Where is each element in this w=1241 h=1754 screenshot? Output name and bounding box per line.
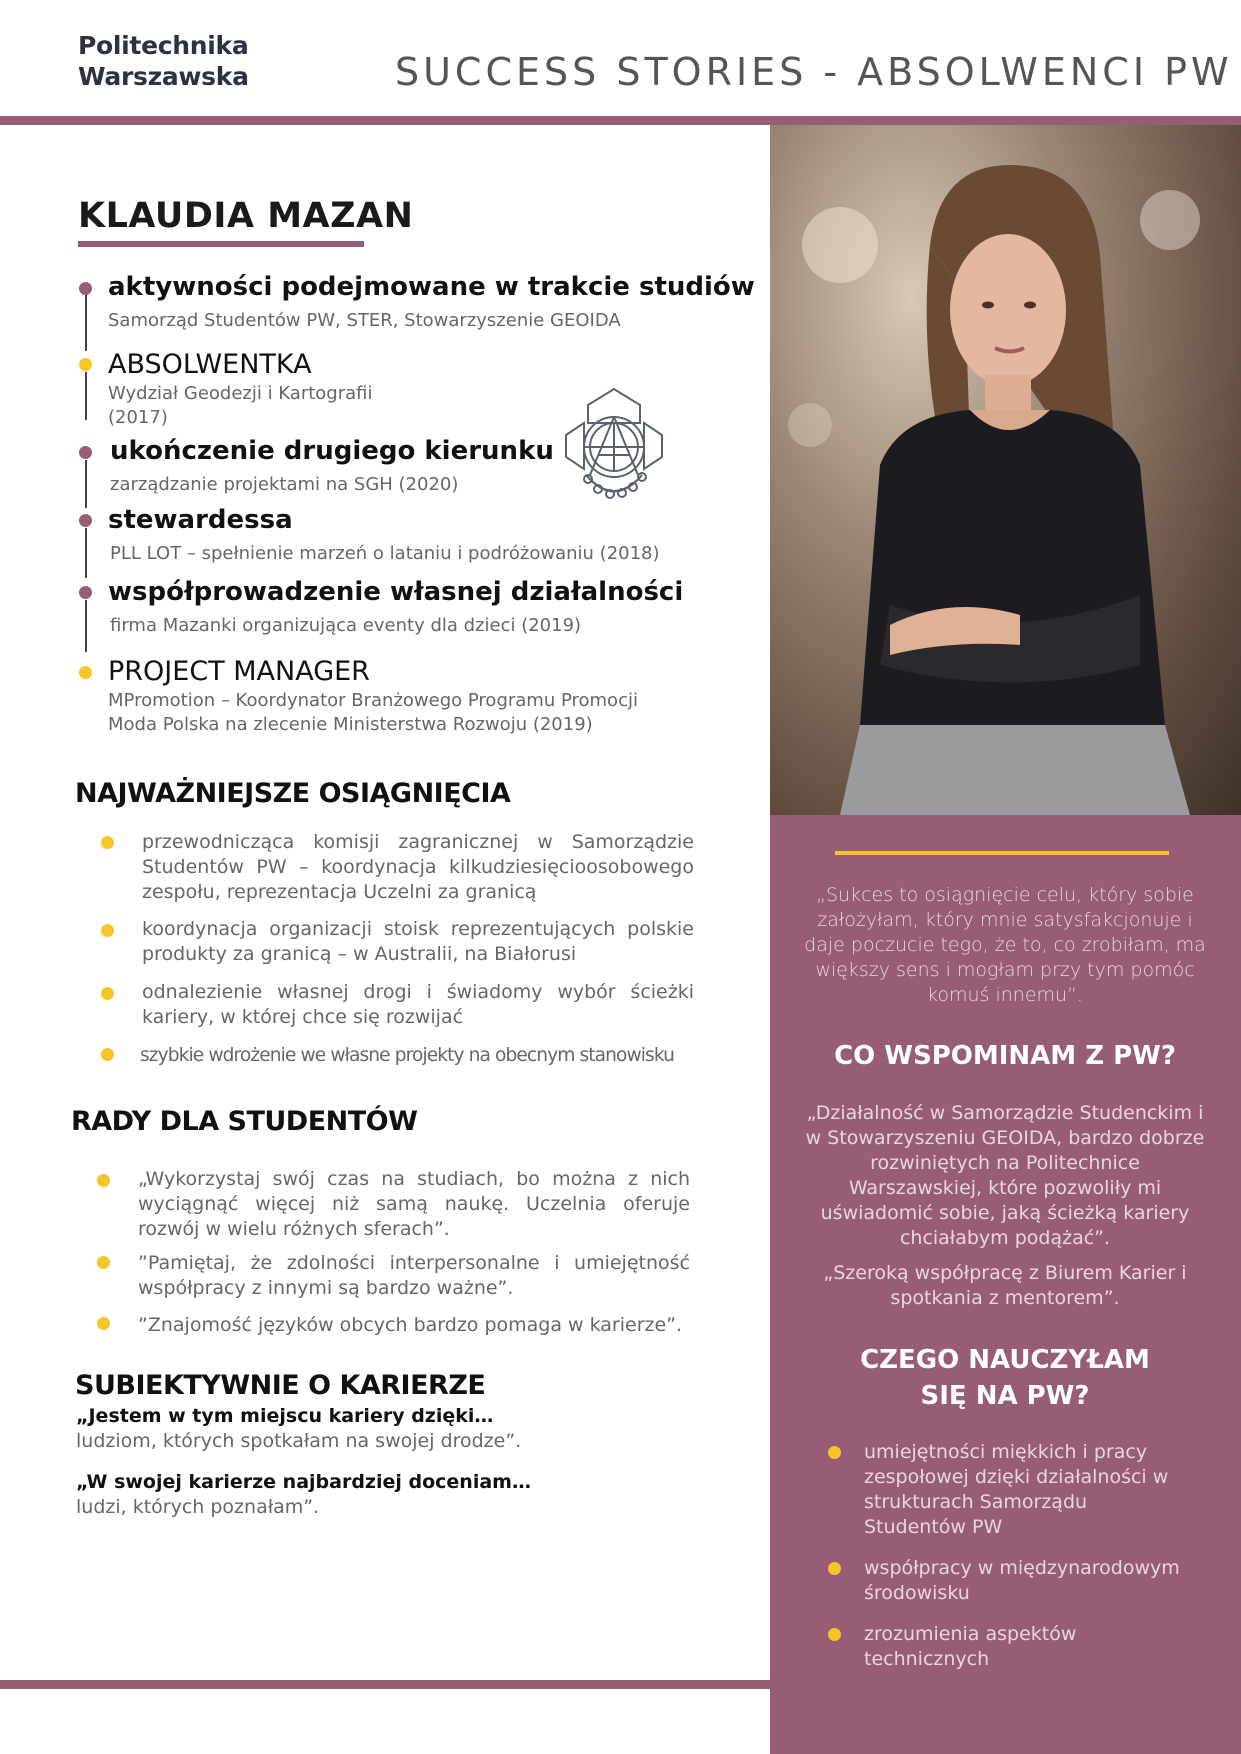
top-divider	[0, 116, 1241, 125]
faculty-emblem-icon	[558, 383, 670, 508]
timeline-connector	[85, 528, 87, 578]
learn-item	[828, 1556, 1188, 1606]
advice-item: ”Pamiętaj, że zdolności interpersonalne i umiejętność współpracy z innymi są bardzo ważne”.	[138, 1252, 690, 1299]
timeline-detail: Moda Polska na zlecenie Ministerstwa Rozwoju (2019)	[108, 714, 593, 735]
bottom-divider	[0, 1680, 770, 1689]
timeline-heading: ukończenie drugiego kierunku	[110, 436, 554, 466]
bullet-dot	[828, 1446, 841, 1459]
career-question-1: „Jestem w tym miejscu kariery dzięki…	[76, 1405, 494, 1427]
career-question-2: „W swojej karierze najbardziej doceniam…	[76, 1471, 531, 1493]
achievement-item: odnalezienie własnej drogi i świadomy wybór ścieżki kariery, w której chce się rozwijać	[142, 981, 694, 1028]
side-panel	[770, 815, 1241, 1754]
timeline-dot	[79, 358, 92, 371]
bullet-dot	[97, 1174, 110, 1187]
learn-item	[828, 1622, 1188, 1672]
portrait-illustration	[770, 125, 1241, 815]
bullet-dot	[101, 836, 114, 849]
timeline-heading: PROJECT MANAGER	[108, 656, 370, 687]
achievement-item: przewodnicząca komisji zagranicznej w Samorządzie Studentów PW – koordynacja kilkudziesięcioosobowego zespołu, reprezentacja Uczelni za granicą	[142, 831, 694, 903]
timeline-connector	[85, 294, 87, 351]
bullet-dot	[101, 987, 114, 1000]
bullet-dot	[101, 924, 114, 937]
timeline-heading: ABSOLWENTKA	[108, 349, 312, 380]
career-heading: SUBIEKTYWNIE O KARIERZE	[75, 1370, 486, 1401]
learn-heading: CZEGO NAUCZYŁAM SIĘ NA PW?	[860, 1345, 1150, 1411]
advice-item: ”Znajomość języków obcych bardzo pomaga w karierze”.	[138, 1314, 683, 1336]
timeline-detail: MPromotion – Koordynator Branżowego Programu Promocji	[108, 690, 638, 711]
timeline-dot	[79, 586, 92, 599]
timeline-detail: firma Mazanki organizująca eventy dla dzieci (2019)	[110, 615, 582, 636]
accent-line	[835, 851, 1169, 855]
logo-line-2: Warszawska	[78, 62, 249, 91]
memory-paragraph: „Szeroką współpracę z Biurem Karier i spotkania z mentorem”.	[823, 1262, 1187, 1309]
career-answer-2: ludzi, których poznałam”.	[76, 1496, 320, 1518]
timeline-connector	[85, 372, 87, 420]
timeline-connector	[85, 460, 87, 508]
timeline-detail: Wydział Geodezji i Kartografii	[108, 383, 373, 404]
timeline-dot	[79, 446, 92, 459]
advice-heading: RADY DLA STUDENTÓW	[71, 1106, 418, 1137]
achievement-item: szybkie wdrożenie we własne projekty na obecnym stanowisku	[140, 1045, 675, 1066]
name-underline	[78, 241, 364, 247]
bullet-dot	[97, 1317, 110, 1330]
memory-paragraph: „Działalność w Samorządzie Studenckim i w Stowarzyszeniu GEOIDA, bardzo dobrze rozwiniętych na Politechnice Warszawskiej, które pozwoliły mi uświadomić sobie, jaką ścieżką kariery chciałabym podążać”.	[805, 1102, 1205, 1249]
timeline-heading: aktywności podejmowane w trakcie studiów	[108, 272, 755, 302]
timeline-heading: stewardessa	[108, 505, 293, 535]
timeline-dot	[79, 666, 92, 679]
timeline-dot	[79, 282, 92, 295]
learn-item-text: współpracy w międzynarodowym środowisku	[864, 1557, 1180, 1604]
learn-item-text: zrozumienia aspektów technicznych	[864, 1623, 1077, 1670]
career-quote-1	[76, 1404, 521, 1454]
timeline-dot	[79, 514, 92, 527]
bullet-dot	[97, 1256, 110, 1269]
portrait-photo	[770, 125, 1241, 815]
timeline-detail: Samorząd Studentów PW, STER, Stowarzyszenie GEOIDA	[108, 310, 621, 331]
memory-text	[805, 1101, 1205, 1321]
learn-item-text: umiejętności miękkich i pracy zespołowej dzięki działalności w strukturach Samorządu Studentów PW	[864, 1441, 1169, 1538]
career-quote-2	[76, 1470, 531, 1520]
memory-heading: CO WSPOMINAM Z PW?	[834, 1041, 1176, 1071]
success-quote: „Sukces to osiągnięcie celu, który sobie założyłam, który mnie satysfakcjonuje i daje poczucie tego, że to, co zrobiłam, ma większy sens i mogłam przy tym pomóc komuś innemu”.	[804, 884, 1206, 1006]
timeline-detail: PLL LOT – spełnienie marzeń o lataniu i podróżowaniu (2018)	[110, 543, 660, 564]
achievements-heading: NAJWAŻNIEJSZE OSIĄGNIĘCIA	[75, 778, 511, 809]
document-title: SUCCESS STORIES - ABSOLWENCI PW	[395, 50, 1233, 94]
learn-list	[828, 1440, 1188, 1688]
timeline-heading: współprowadzenie własnej działalności	[108, 577, 684, 607]
learn-item	[828, 1440, 1188, 1540]
advice-item: „Wykorzystaj swój czas na studiach, bo można z nich wyciągnąć więcej niż samą naukę. Uczelnia oferuje rozwój w wielu różnych sferach”.	[138, 1168, 690, 1240]
university-logo	[78, 30, 258, 92]
logo-line-1: Politechnika	[78, 31, 249, 60]
person-name: KLAUDIA MAZAN	[78, 196, 414, 236]
timeline-detail: zarządzanie projektami na SGH (2020)	[110, 474, 459, 495]
timeline-connector	[85, 600, 87, 652]
bullet-dot	[828, 1562, 841, 1575]
timeline-detail: (2017)	[108, 407, 168, 428]
bullet-dot	[101, 1048, 114, 1061]
bullet-dot	[828, 1628, 841, 1641]
career-answer-1: ludziom, których spotkałam na swojej drodze”.	[76, 1430, 522, 1452]
achievement-item: koordynacja organizacji stoisk reprezentujących polskie produkty za granicą – w Australii, na Białorusi	[142, 918, 694, 965]
